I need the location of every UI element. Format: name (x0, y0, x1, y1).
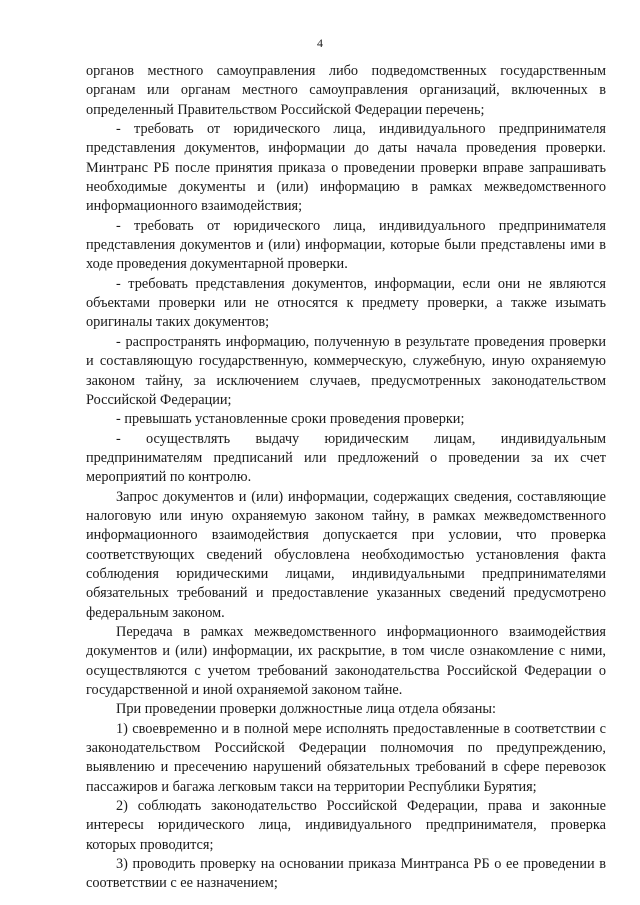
paragraph: - требовать от юридического лица, индивидуального предпринимателя представления документов и (или) информации, которые были представлены ими в ходе проведения документарной проверки. (86, 217, 606, 273)
paragraph: - распространять информацию, полученную в результате проведения проверки и составляющую государственную, коммерческую, служебную, иную охраняемую законом тайну, за исключением случаев, предусмотренных законодательством Российской Федерации; (86, 333, 606, 408)
paragraph: - превышать установленные сроки проведения проверки; (116, 411, 465, 428)
paragraph: - требовать от юридического лица, индивидуального предпринимателя представления документов, информации до даты начала проведения проверки. Минтранс РБ после принятия приказа о проведении проверки вправе запрашивать необходимые документы и (или) информацию в рамках межведомственного информационного взаимодействия; (86, 121, 606, 215)
paragraph: 2) соблюдать законодательство Российской Федерации, права и законные интересы юридического лица, индивидуального предпринимателя, проверка которых проводится; (86, 798, 606, 853)
paragraph: - осуществлять выдачу юридическим лицам, индивидуальным предпринимателям предписаний или предложений о проведении за их счет мероприятий по контролю. (86, 430, 606, 486)
paragraph: Запрос документов и (или) информации, содержащих сведения, составляющие налоговую или иную охраняемую законом тайну, в рамках межведомственного информационного взаимодействия допускается при условии, что проверка соответствующих сведений обусловлена необходимостью установления факта соблюдения юридическими лицами, индивидуальными предпринимателями обязательных требований и предоставление указанных сведений предусмотрено федеральным законом. (86, 488, 606, 621)
paragraph: 3) проводить проверку на основании приказа Минтранса РБ о ее проведении в соответствии с ее назначением; (86, 856, 606, 892)
paragraph: - требовать представления документов, информации, если они не являются объектами проверки или не относятся к предмету проверки, а также изымать оригиналы таких документов; (86, 275, 606, 331)
paragraph: 1) своевременно и в полной мере исполнять предоставленные в соответствии с законодательством Российской Федерации полномочия по предупреждению, выявлению и пресечению нарушений обязательных требований в сфере перевозок пассажиров и багажа легковым такси на территории Республики Бурятия; (86, 720, 606, 795)
document-body (86, 62, 606, 894)
paragraph: Передача в рамках межведомственного информационного взаимодействия документов и (или) информации, их раскрытие, в том числе ознакомление с ними, осуществляются с учетом требований законодательства Российской Федерации о государственной и иной охраняемой законом тайне. (86, 623, 606, 698)
paragraph: органов местного самоуправления либо подведомственных государственным органам или органам местного самоуправления организаций, включенных в определенный Правительством Российской Федерации перечень; (86, 63, 606, 118)
page-number: 4 (317, 36, 323, 50)
paragraph: При проведении проверки должностные лица отдела обязаны: (116, 701, 496, 718)
